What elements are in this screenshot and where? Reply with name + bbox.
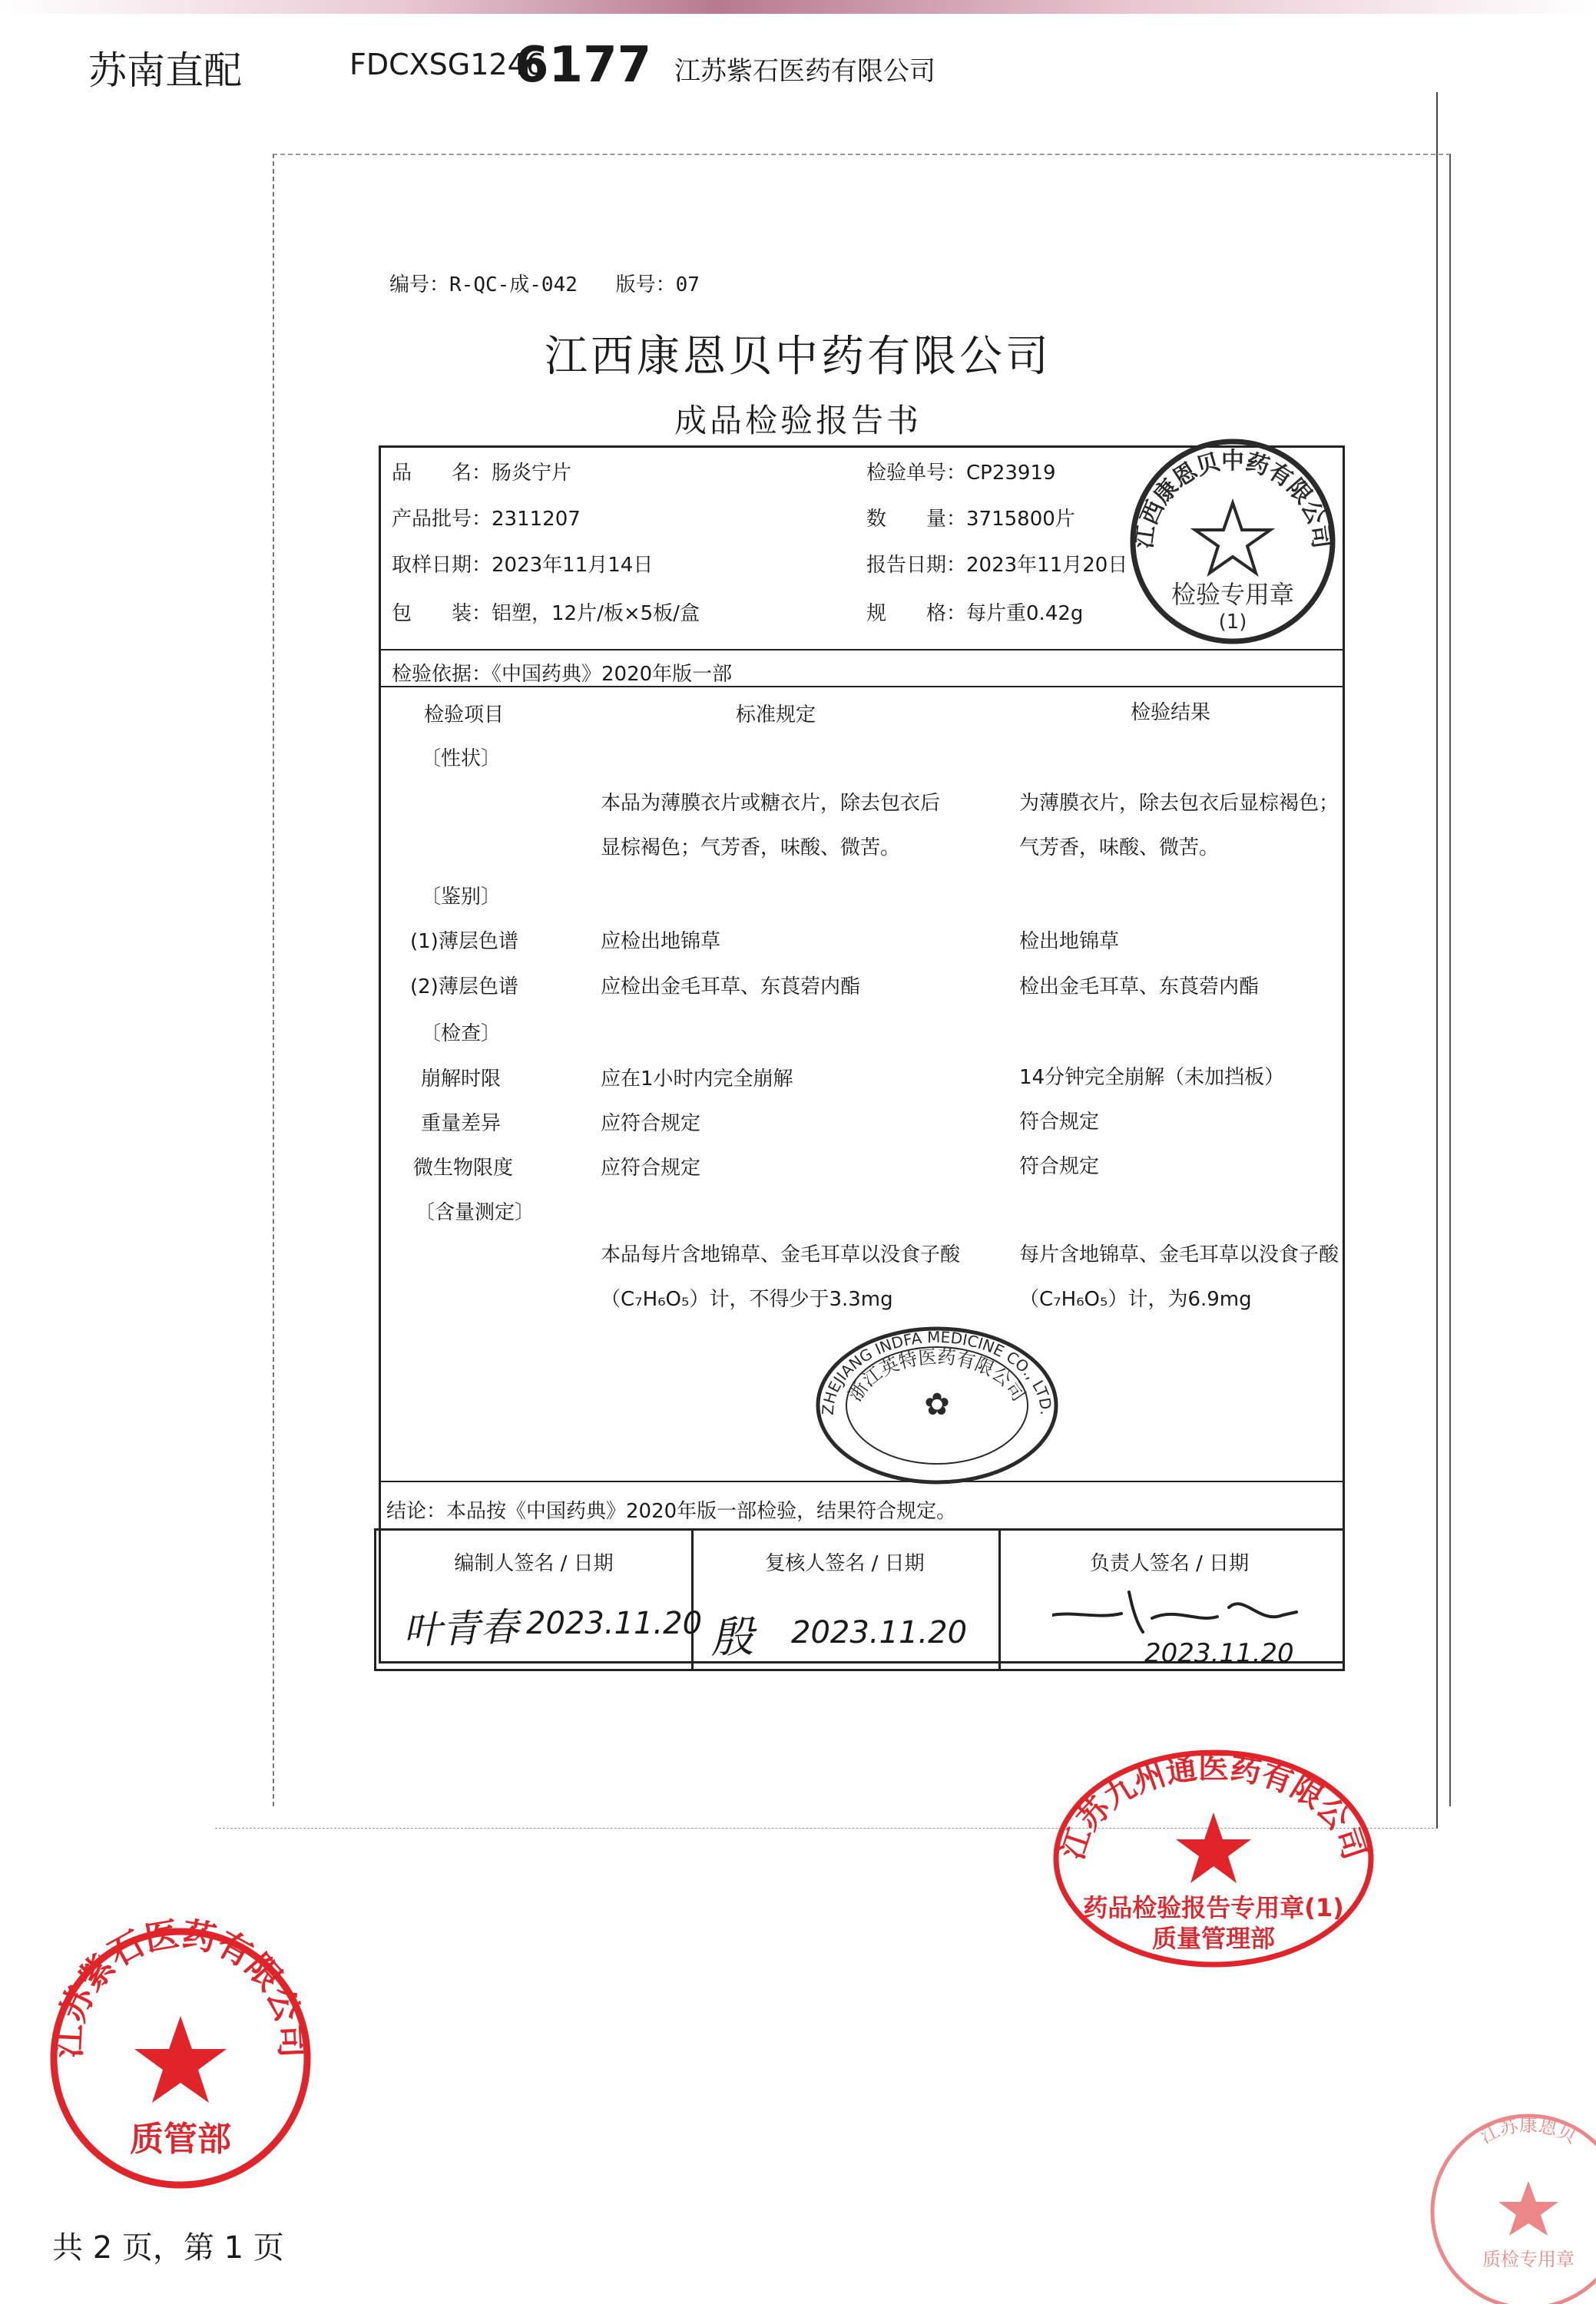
tracking-code-prefix: FDCXSG1246	[349, 48, 545, 81]
inspection-seal-purpose: 检验专用章	[1171, 580, 1295, 609]
quantity: 3715800片	[966, 508, 1075, 531]
document-id: R-QC-成-042	[449, 273, 578, 296]
weight-result: 符合规定	[1019, 1111, 1100, 1134]
zhejiang-seal	[810, 1321, 1064, 1490]
tlc2-standard: 应检出金毛耳草、东莨菪内酯	[601, 975, 861, 998]
microbial-standard: 应符合规定	[601, 1157, 701, 1180]
report-title: 成品检验报告书	[674, 402, 922, 439]
reviewed-signature: 殷	[710, 1612, 755, 1663]
tlc2-result: 检出金毛耳草、东莨菪内酯	[1019, 975, 1260, 998]
inspection-seal-no: (1)	[1218, 611, 1247, 634]
microbial-result: 符合规定	[1019, 1155, 1100, 1178]
zishi-seal-company: 江苏紫石医药有限公司	[49, 1915, 312, 2059]
prepared-date: 2023.11.20	[526, 1606, 703, 1641]
inspection-no: CP23919	[966, 462, 1056, 485]
jiuzhoutong-seal-dept: 质量管理部	[1151, 1924, 1276, 1953]
tracking-code-suffix: 6177	[515, 37, 652, 94]
spec-field: 规 格：每片重0.42g	[866, 602, 1084, 625]
header-company: 江苏紫石医药有限公司	[674, 56, 935, 87]
inspection-seal-company: 江西康恩贝中药有限公司	[1131, 448, 1335, 551]
distribution-label: 苏南直配	[88, 48, 242, 93]
section-examination: 〔检查〕	[421, 1022, 502, 1045]
product-name: 肠炎宁片	[492, 462, 572, 485]
section-identification: 〔鉴别〕	[421, 886, 502, 909]
column-header-standard: 标准规定	[736, 703, 816, 727]
conclusion: 结论：本品按《中国药典》2020年版一部检验，结果符合规定。	[386, 1500, 957, 1523]
appearance-standard: 本品为薄膜衣片或糖衣片，除去包衣后显棕褐色；气芳香，味酸、微苦。	[601, 792, 941, 859]
section-assay: 〔含量测定〕	[415, 1201, 535, 1224]
tlc1-standard: 应检出地锦草	[601, 930, 721, 953]
weight-standard: 应符合规定	[601, 1112, 701, 1135]
microbial-item: 微生物限度	[413, 1157, 514, 1180]
document-id-line: 编号：R-QC-成-042 版号：07	[389, 273, 700, 296]
appearance-result: 为薄膜衣片，除去包衣后显棕褐色；气芳香，味酸、微苦。	[1019, 792, 1339, 859]
batch-field: 产品批号：2311207	[392, 508, 581, 531]
signature-prepared: 编制人签名 / 日期 叶青春 2023.11.20	[376, 1531, 694, 1669]
corner-seal-purpose: 质检专用章	[1482, 2249, 1574, 2270]
disintegration-result: 14分钟完全崩解（未加挡板）	[1019, 1066, 1285, 1089]
zhejiang-seal-emblem-icon: ✿	[924, 1387, 950, 1422]
batch-no: 2311207	[492, 508, 581, 531]
sampling-date-field: 取样日期：2023年11月14日	[392, 554, 654, 577]
document-version: 07	[675, 273, 700, 296]
tlc2-item: (2)薄层色谱	[410, 975, 518, 998]
corner-seal-company: 江苏康恩贝	[1477, 2114, 1580, 2148]
tlc1-item: (1)薄层色谱	[410, 930, 518, 953]
zhejiang-seal-cn: 浙江英特医药有限公司	[844, 1346, 1030, 1405]
sampling-date: 2023年11月14日	[492, 554, 654, 577]
product-name-field: 品 名：肠炎宁片	[392, 462, 572, 485]
zishi-seal-dept: 质管部	[130, 2120, 231, 2159]
signature-reviewed: 复核人签名 / 日期 殷 2023.11.20	[691, 1531, 1001, 1669]
responsible-date: 2023.11.20	[1144, 1638, 1294, 1669]
responsible-signature-mark	[1052, 1584, 1306, 1646]
package-field: 包 装：铝塑，12片/板×5板/盒	[392, 602, 700, 625]
assay-result: 每片含地锦草、金毛耳草以没食子酸（C₇H₆O₅）计，为6.9mg	[1019, 1243, 1339, 1311]
jiuzhoutong-seal-company: 江苏九州通医药有限公司	[1054, 1750, 1373, 1864]
disintegration-standard: 应在1小时内完全崩解	[601, 1068, 793, 1091]
assay-standard: 本品每片含地锦草、金毛耳草以没食子酸（C₇H₆O₅）计，不得少于3.3mg	[601, 1243, 961, 1311]
zishi-seal	[42, 1915, 319, 2196]
tlc1-result: 检出地锦草	[1019, 930, 1120, 953]
spec: 每片重0.42g	[966, 602, 1084, 625]
inspection-basis: 检验依据：《中国药典》2020年版一部	[392, 663, 733, 686]
prepared-signature: 叶青春	[402, 1604, 520, 1654]
inspection-no-field: 检验单号：CP23919	[866, 462, 1056, 485]
column-header-result: 检验结果	[1131, 701, 1211, 724]
weight-item: 重量差异	[421, 1112, 502, 1135]
jiuzhoutong-seal-purpose: 药品检验报告专用章(1)	[1083, 1893, 1344, 1922]
inspection-seal	[1121, 430, 1344, 653]
report-date-field: 报告日期：2023年11月20日	[866, 554, 1128, 577]
signature-responsible: 负责人签名 / 日期 2023.11.20	[998, 1531, 1340, 1669]
signature-table	[374, 1528, 1345, 1671]
package: 铝塑，12片/板×5板/盒	[492, 602, 700, 625]
column-header-item: 检验项目	[424, 703, 505, 727]
corner-seal	[1417, 2100, 1594, 2304]
page-counter: 共 2 页，第 1 页	[52, 2230, 284, 2266]
conclusion-text: 本品按《中国药典》2020年版一部检验，结果符合规定。	[446, 1500, 957, 1523]
issuer-company: 江西康恩贝中药有限公司	[545, 332, 1051, 382]
zhejiang-seal-en: ZHEJIANG INDFA MEDICINE CO., LTD.	[818, 1327, 1056, 1416]
scan-top-edge	[0, 0, 1596, 14]
section-appearance: 〔性状〕	[421, 747, 502, 770]
reviewed-date: 2023.11.20	[791, 1615, 968, 1650]
quantity-field: 数 量：3715800片	[866, 508, 1075, 531]
svg-text:江苏康恩贝	[1477, 2114, 1580, 2147]
jiuzhoutong-seal	[1045, 1743, 1382, 1974]
report-date: 2023年11月20日	[966, 554, 1128, 577]
disintegration-item: 崩解时限	[421, 1068, 502, 1091]
